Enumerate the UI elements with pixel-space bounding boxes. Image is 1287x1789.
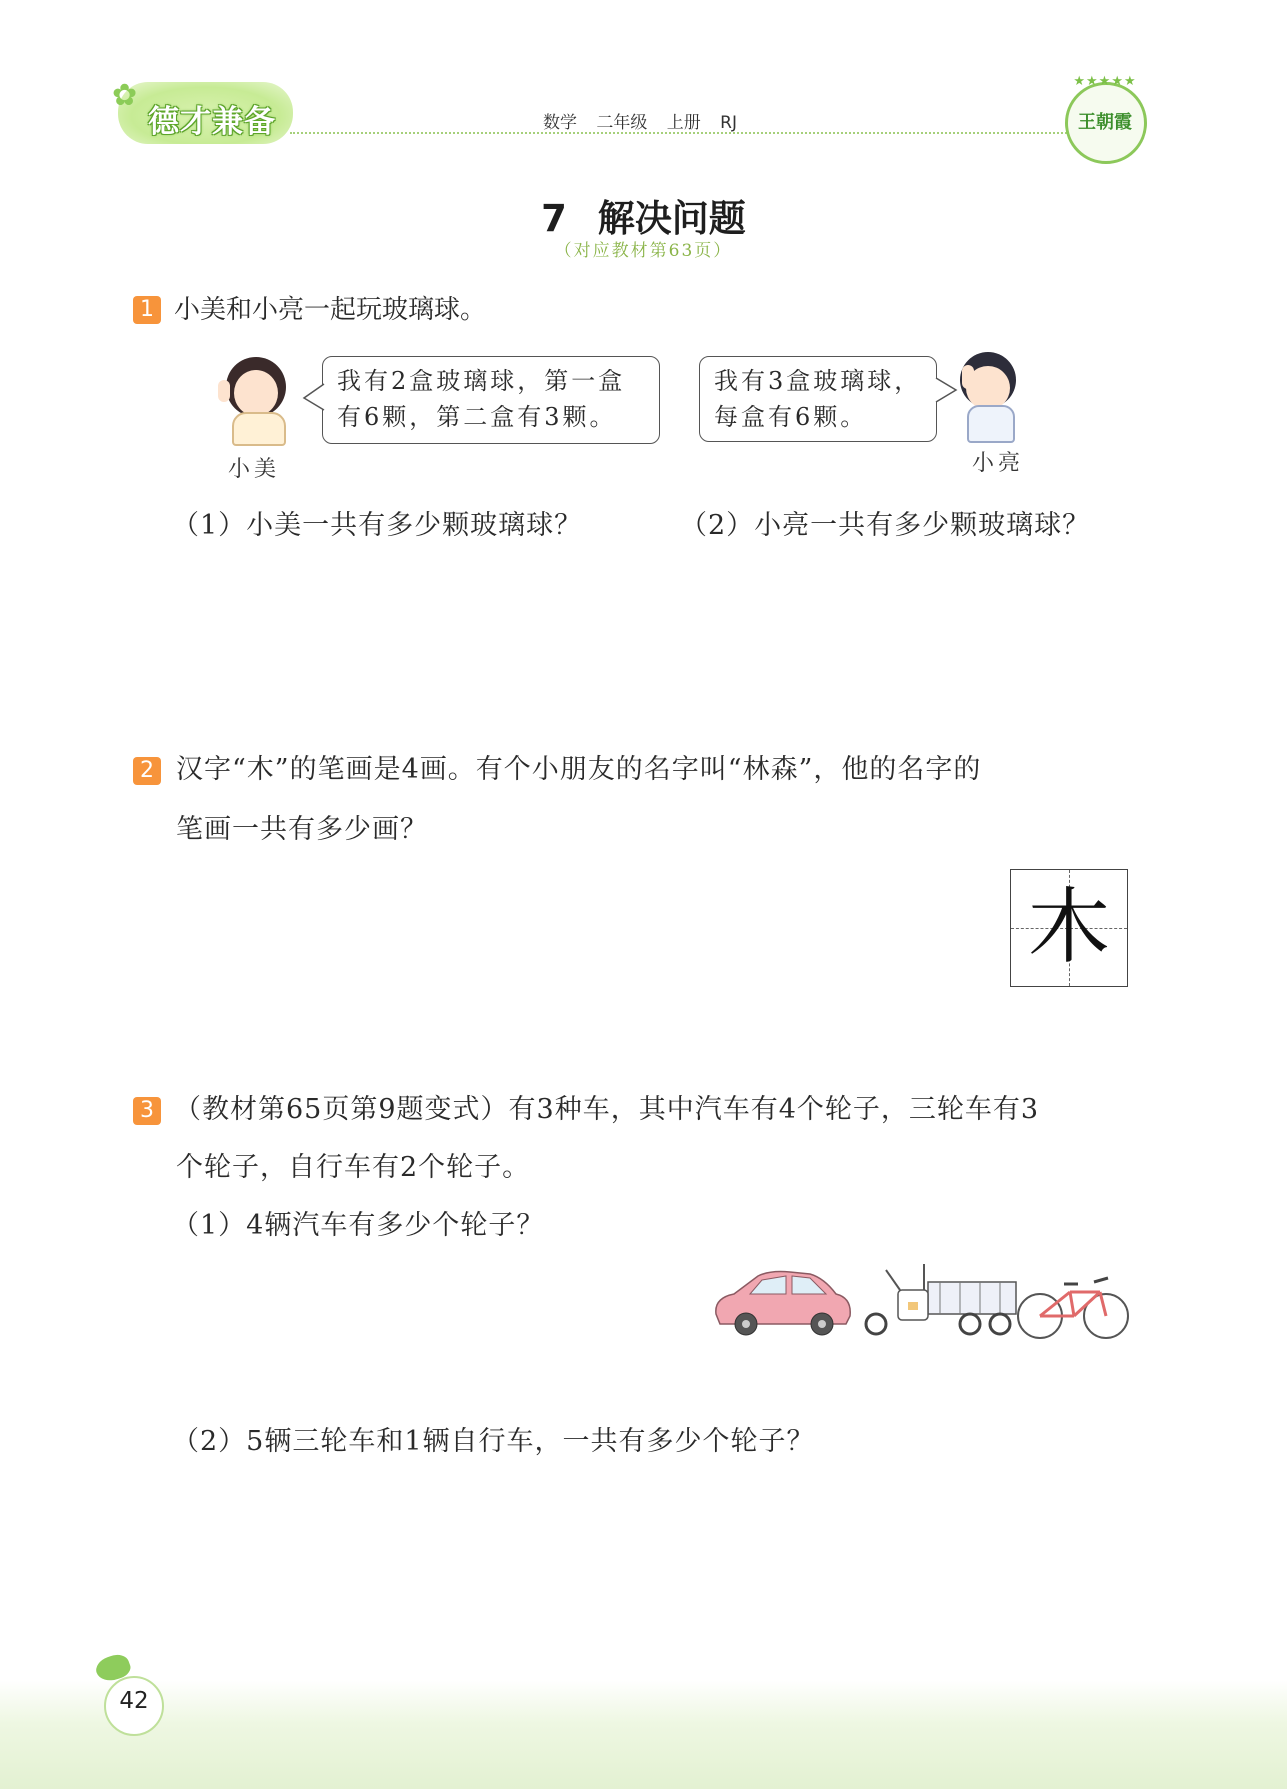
girl-body (232, 412, 286, 446)
bicycle-icon (1018, 1278, 1128, 1338)
boy-hand (962, 365, 974, 389)
question-1-sub-2: （2）小亮一共有多少颗玻璃球？ (680, 510, 1091, 541)
brand-title: 德才兼备 (148, 104, 276, 140)
question-number-3: 3 (133, 1097, 161, 1125)
lesson-title: 7 解决问题 (541, 197, 746, 240)
boy-name: 小亮 (972, 451, 1025, 476)
vehicles-illustration (710, 1262, 1130, 1342)
girl-hand (218, 380, 230, 402)
question-1-sub-1: （1）小美一共有多少颗玻璃球？ (172, 510, 583, 541)
boy-bubble-line-2: 每盒有6颗。 (714, 403, 868, 431)
boy-body (967, 405, 1015, 443)
question-3-sub-1: （1）4辆汽车有多少个轮子？ (172, 1210, 545, 1241)
boy-bubble-line-1: 我有3盒玻璃球， (714, 367, 922, 395)
boy-speech-bubble (699, 356, 937, 442)
girl-bubble-tail (302, 382, 326, 412)
lesson-subtitle: （对应教材第63页） (554, 241, 733, 261)
question-2-line-2: 笔画一共有多少画？ (176, 814, 428, 845)
palm-icon: ✿ (112, 78, 138, 113)
tricycle-icon (866, 1264, 1016, 1334)
seal-stars: ★★★★★ (1073, 74, 1137, 89)
page-number: 42 (119, 1688, 149, 1714)
question-2-line-1: 汉字“木”的笔画是4画。有个小朋友的名字叫“林森”，他的名字的 (176, 754, 982, 785)
subject-label: 数学 二年级 上册 RJ (542, 113, 738, 133)
footer-band (0, 1680, 1287, 1789)
question-number-1: 1 (133, 296, 161, 324)
question-3-line-2: 个轮子，自行车有2个轮子。 (176, 1152, 531, 1183)
girl-face (234, 370, 278, 416)
seal-text: 王朝霞 (1078, 112, 1132, 133)
girl-speech-bubble (322, 356, 660, 444)
question-1-text: 小美和小亮一起玩玻璃球。 (174, 295, 487, 325)
character-mu: 木 (1027, 880, 1110, 975)
girl-bubble-line-2: 有6颗，第二盒有3颗。 (337, 403, 617, 431)
girl-bubble-line-1: 我有2盒玻璃球，第一盒 (337, 367, 626, 395)
question-3-line-1: （教材第65页第9题变式）有3种车，其中汽车有4个轮子，三轮车有3 (174, 1094, 1040, 1125)
question-3-sub-2: （2）5辆三轮车和1辆自行车，一共有多少个轮子？ (172, 1426, 815, 1457)
girl-name: 小美 (228, 457, 281, 482)
boy-bubble-tail (934, 376, 958, 406)
question-number-2: 2 (133, 757, 161, 785)
car-icon (716, 1272, 850, 1336)
